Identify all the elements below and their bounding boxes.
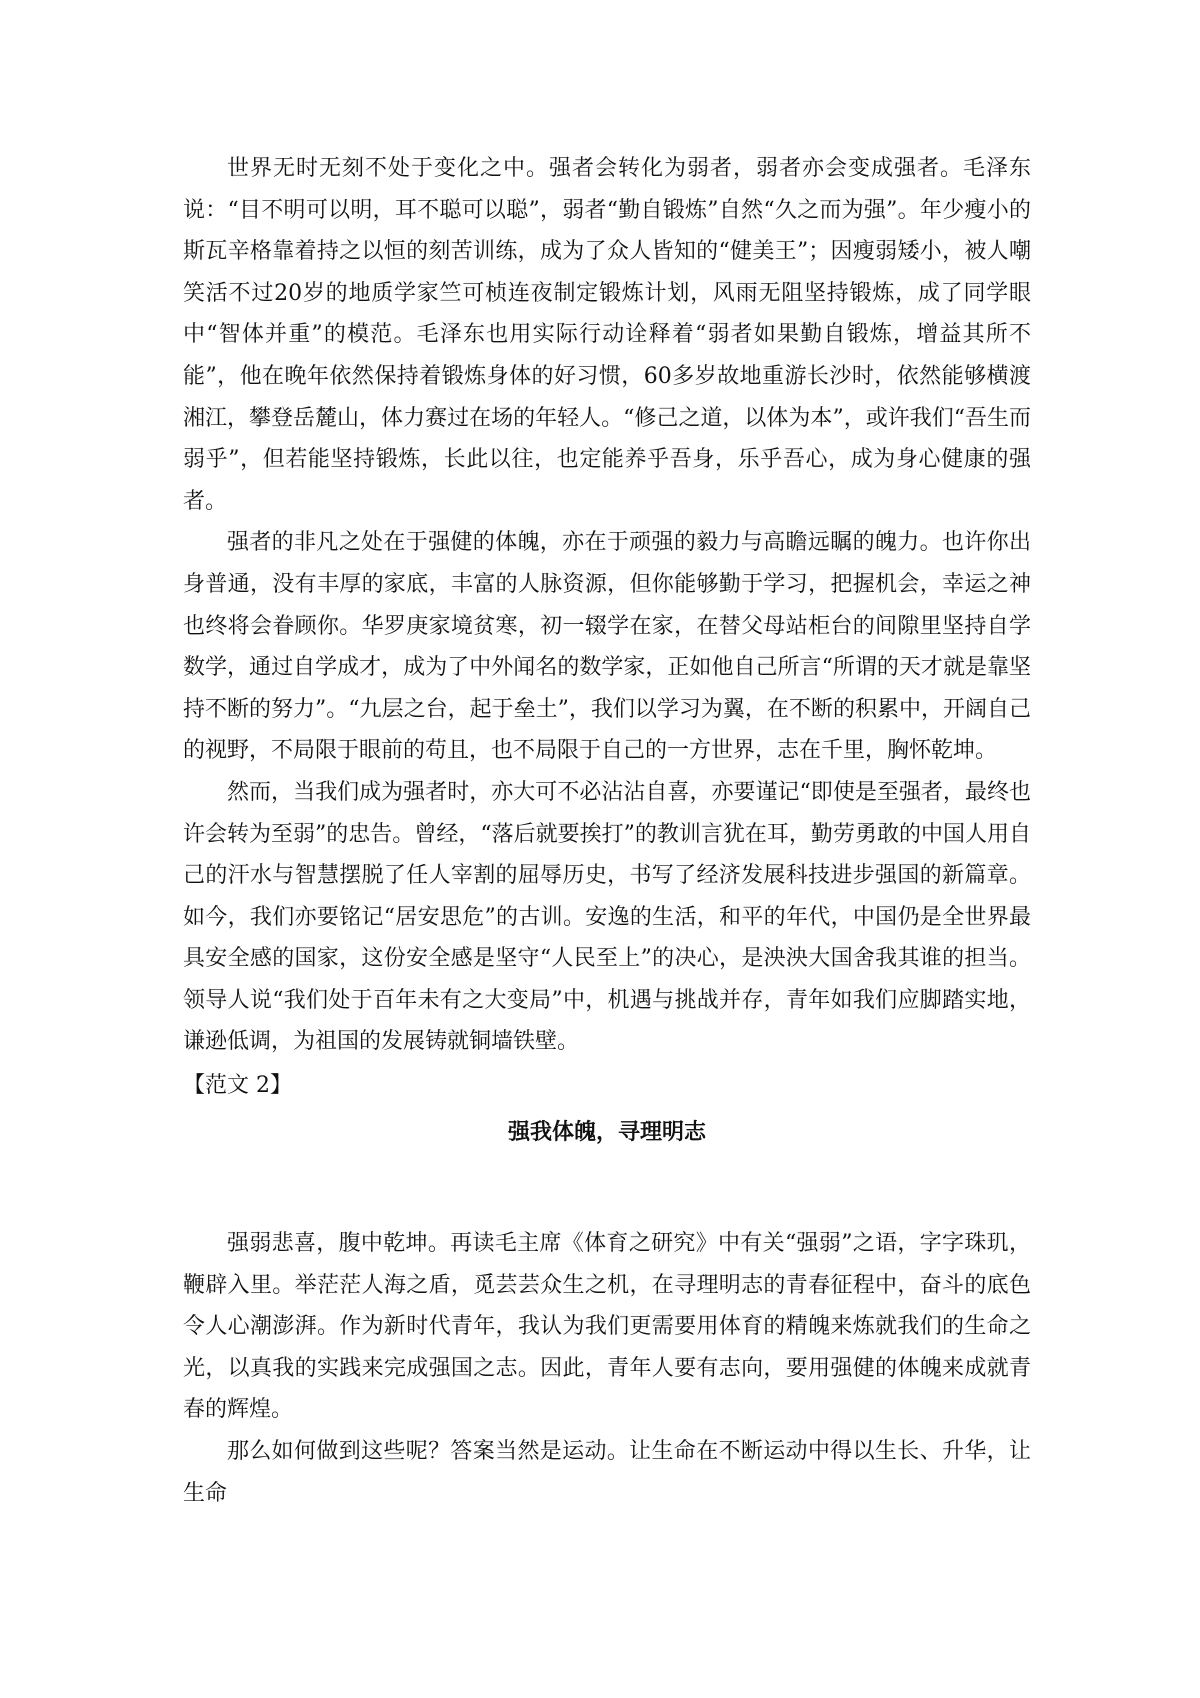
document-page [183,148,1031,1514]
essay-title: 强我体魄，寻理明志 [507,1119,706,1146]
paragraph-exercise: 那么如何做到这些呢？答案当然是运动。让生命在不断运动中得以生长、升华，让生命 [183,1439,1031,1506]
paragraph-change-strength: 世界无时无刻不处于变化之中。强者会转化为弱者，弱者亦会变成强者。毛泽东说：“目不明可以明，耳不聪可以聪”，弱者“勤自锻炼”自然“久之而为强”。年少瘦小的斯瓦辛格靠着持之以恒的刻苦训练，成为了众人皆知的“健美王”；因瘦弱矮小，被人嘲笑活不过20岁的地质学家竺可桢连夜制定锻炼计划，风雨无阻坚持锻炼，成了同学眼中“智体并重”的模范。毛泽东也用实际行动诠释着“弱者如果勤自锻炼，增益其所不能”，他在晚年依然保持着锻炼身体的好习惯，60多岁故地重游长沙时，依然能够横渡湘江，攀登岳麓山，体力赛过在场的年轻人。“修己之道，以体为本”，或许我们“吾生而弱乎”，但若能坚持锻炼，长此以往，也定能养乎吾身，乐乎吾心，成为身心健康的强者。 [183,156,1031,514]
paragraph-intro: 强弱悲喜，腹中乾坤。再读毛主席《体育之研究》中有关“强弱”之语，字字珠玑，鞭辟入里。举茫茫人海之盾，觅芸芸众生之机，在寻理明志的青春征程中，奋斗的底色令人心潮澎湃。作为新时代青年，我认为我们更需要用体育的精魄来炼就我们的生命之光，以真我的实践来完成强国之志。因此，青年人要有志向，要用强健的体魄来成就青春的辉煌。 [183,1231,1031,1423]
paragraph-humility: 然而，当我们成为强者时，亦大可不必沾沾自喜，亦要谨记“即使是至强者，最终也许会转为至弱”的忠告。曾经，“落后就要挨打”的教训言犹在耳，勤劳勇敢的中国人用自己的汗水与智慧摆脱了任人宰割的屈辱历史，书写了经济发展科技进步强国的新篇章。如今，我们亦要铭记“居安思危”的古训。安逸的生活，和平的年代，中国仍是全世界最具安全感的国家，这份安全感是坚守“人民至上”的决心，是泱泱大国舍我其谁的担当。领导人说“我们处于百年未有之大变局”中，机遇与挑战并存，青年如我们应脚踏实地，谦逊低调，为祖国的发展铸就铜墙铁壁。 [183,779,1031,1055]
paragraph-strong-will: 强者的非凡之处在于强健的体魄，亦在于顽强的毅力与高瞻远瞩的魄力。也许你出身普通，没有丰厚的家底，丰富的人脉资源，但你能够勤于学习，把握机会，幸运之神也终将会眷顾你。华罗庚家境贫寒，初一辍学在家，在替父母站柜台的间隙里坚持自学数学，通过自学成才，成为了中外闻名的数学家，正如他自己所言“所谓的天才就是靠坚持不断的努力”。“九层之台，起于垒土”，我们以学习为翼，在不断的积累中，开阔自己的视野，不局限于眼前的苟且，也不局限于自己的一方世界，志在千里，胸怀乾坤。 [183,530,1031,764]
section-label: 【范文 2】 [183,1073,292,1099]
